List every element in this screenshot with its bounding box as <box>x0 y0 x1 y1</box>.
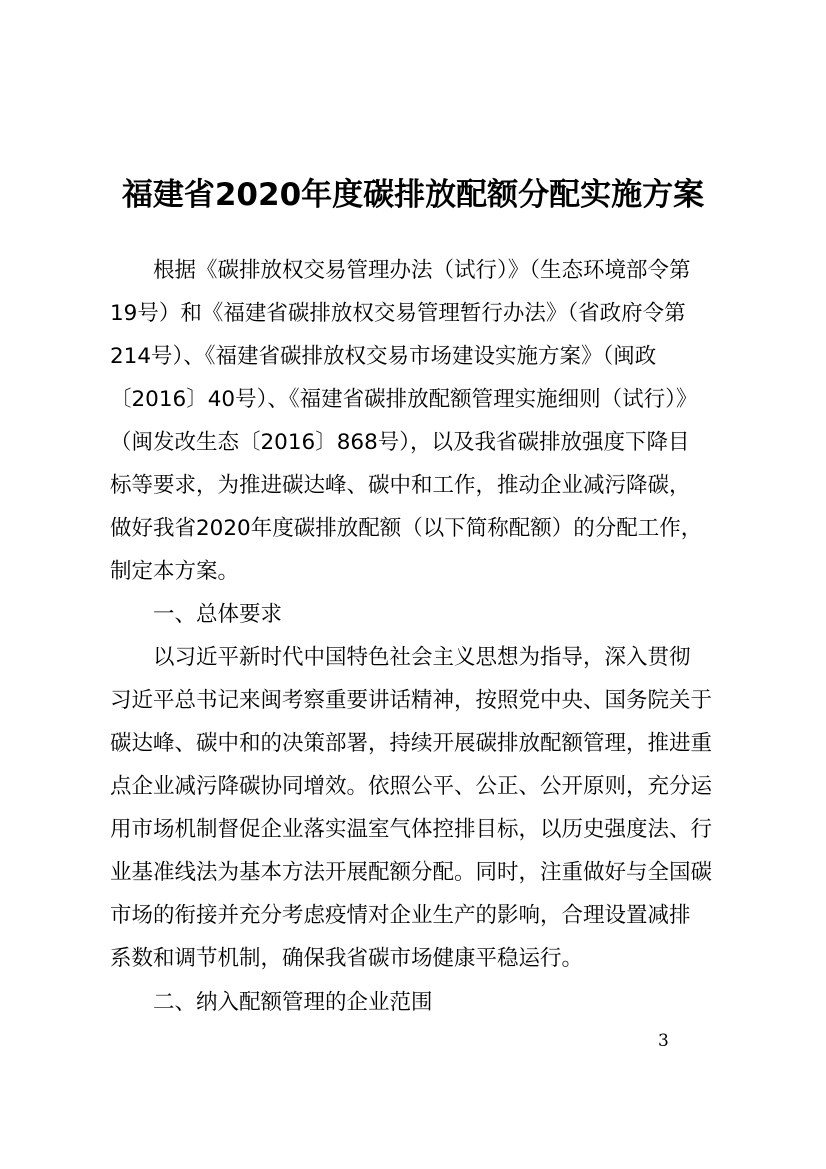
section-2-heading-wrap <box>110 981 720 1024</box>
paragraph-line: 点企业减污降碳协同增效。依照公平、公正、公开原则，充分运 <box>110 774 713 799</box>
paragraph-line: 标等要求，为推进碳达峰、碳中和工作，推动企业减污降碳， <box>110 473 691 498</box>
paragraph-line: 根据《碳排放权交易管理办法（试行）》（生态环境部令第 <box>153 258 691 283</box>
page-number: 3 <box>658 1031 669 1051</box>
paragraph-line: 习近平总书记来闽考察重要讲话精神，按照党中央、国务院关于 <box>110 688 713 713</box>
paragraph-line: 214号）、《福建省碳排放权交易市场建设实施方案》（闽政 <box>110 344 657 369</box>
document-title: 福建省2020年度碳排放配额分配实施方案 <box>121 177 705 213</box>
intro-paragraph <box>110 249 720 593</box>
paragraph-line: 系数和调节机制，确保我省碳市场健康平稳运行。 <box>110 946 584 971</box>
section-heading: 二、纳入配额管理的企业范围 <box>153 990 433 1015</box>
paragraph-line: 以习近平新时代中国特色社会主义思想为指导，深入贯彻 <box>153 645 691 670</box>
paragraph-line: 〔2016〕40号）、《福建省碳排放配额管理实施细则（试行）》 <box>110 387 698 412</box>
paragraph-line: 制定本方案。 <box>110 559 240 584</box>
paragraph-line: 用市场机制督促企业落实温室气体控排目标，以历史强度法、行 <box>110 817 713 842</box>
paragraph-line: 业基准线法为基本方法开展配额分配。同时，注重做好与全国碳 <box>110 860 713 885</box>
paragraph-line: 19号）和《福建省碳排放权交易管理暂行办法》（省政府令第 <box>110 301 686 326</box>
section-1-heading-wrap <box>110 593 720 636</box>
paragraph-line: 做好我省2020年度碳排放配额（以下简称配额）的分配工作， <box>110 516 703 541</box>
paragraph-line: 市场的衔接并充分考虑疫情对企业生产的影响，合理设置减排 <box>110 903 691 928</box>
paragraph-line: （闽发改生态〔2016〕868号），以及我省碳排放强度下降目 <box>110 430 690 455</box>
paragraph-line: 碳达峰、碳中和的决策部署，持续开展碳排放配额管理，推进重 <box>110 731 713 756</box>
section-heading: 一、总体要求 <box>153 602 283 627</box>
section-1-paragraph <box>110 636 720 980</box>
